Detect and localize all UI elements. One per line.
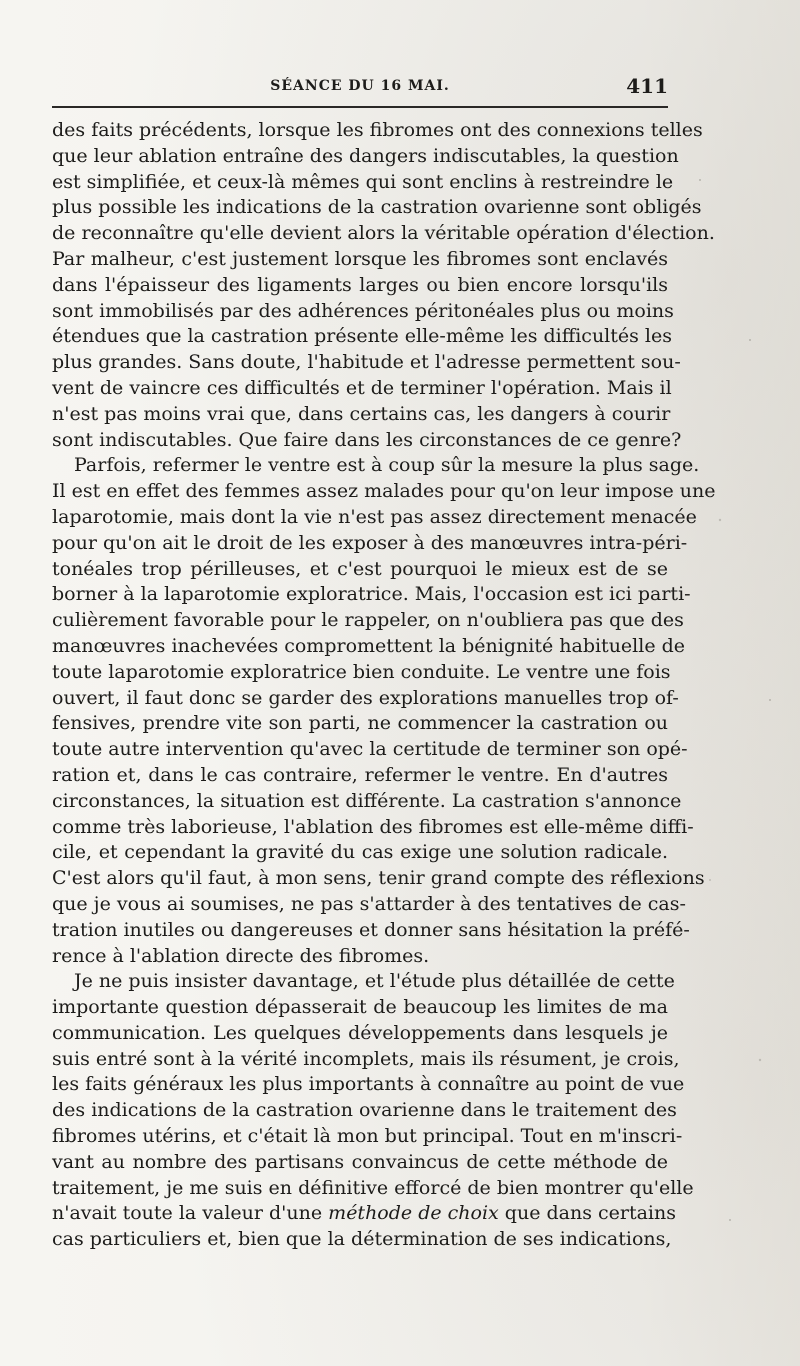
- body-text: [52, 118, 716, 1253]
- text-line: dans l'épaisseur des ligaments larges ou bien encore lorsqu'ils: [52, 273, 668, 296]
- text-line: ration et, dans le cas contraire, refermer le ventre. En d'autres: [52, 763, 668, 786]
- text-line: circonstances, la situation est différente. La castration s'annonce: [52, 789, 682, 812]
- text-line: Par malheur, c'est justement lorsque les fibromes sont enclavés: [52, 247, 668, 270]
- paper-speck: [759, 1059, 761, 1061]
- text-line: sont indiscutables. Que faire dans les circonstances de ce genre?: [52, 428, 682, 451]
- text-line: toute laparotomie exploratrice bien conduite. Le ventre une fois: [52, 660, 671, 683]
- text-line: communication. Les quelques développements dans lesquels je: [52, 1021, 668, 1044]
- text-line: ouvert, il faut donc se garder des explorations manuelles trop of-: [52, 686, 679, 709]
- text-line: laparotomie, mais dont la vie n'est pas assez directement menacée: [52, 505, 697, 528]
- text-line: traitement, je me suis en définitive efforcé de bien montrer qu'elle: [52, 1176, 694, 1199]
- text-line: borner à la laparotomie exploratrice. Mais, l'occasion est ici parti-: [52, 583, 691, 606]
- text-line: C'est alors qu'il faut, à mon sens, tenir grand compte des réflexions: [52, 867, 705, 890]
- text-line: fensives, prendre vite son parti, ne commencer la castration ou: [52, 712, 668, 735]
- text-line: de reconnaître qu'elle devient alors la véritable opération d'élection.: [52, 222, 715, 245]
- text-line: comme très laborieuse, l'ablation des fibromes est elle-même diffi-: [52, 815, 694, 838]
- italic-phrase: méthode de choix: [328, 1202, 499, 1225]
- text-line: des faits précédents, lorsque les fibromes ont des connexions telles: [52, 119, 703, 141]
- text-line: que je vous ai soumises, ne pas s'attarder à des tentatives de cas-: [52, 892, 686, 915]
- paper-speck: [729, 1219, 731, 1221]
- running-title: SÉANCE DU 16 MAI.: [270, 78, 450, 94]
- paper-speck: [719, 519, 721, 521]
- paragraph-start-line: Je ne puis insister davantage, et l'étude plus détaillée de cette: [74, 970, 675, 993]
- text-line: importante question dépasserait de beaucoup les limites de ma: [52, 996, 668, 1019]
- paper-speck: [709, 879, 711, 881]
- text-line: des indications de la castration ovarienne dans le traitement des: [52, 1099, 677, 1122]
- page-header: [52, 74, 668, 104]
- text-line: que leur ablation entraîne des dangers indiscutables, la question: [52, 144, 679, 167]
- text-line: vant au nombre des partisans convaincus de cette méthode de: [52, 1150, 668, 1173]
- text-line: cile, et cependant la gravité du cas exige une solution radicale.: [52, 841, 668, 864]
- line-43-end: que dans certains: [498, 1202, 676, 1225]
- line-43-start: n'avait toute la valeur d'une: [52, 1202, 329, 1225]
- text-line: plus possible les indications de la castration ovarienne sont obligés: [52, 196, 702, 219]
- text-line: est simplifiée, et ceux-là mêmes qui sont enclins à restreindre le: [52, 170, 674, 193]
- text-line-with-italic: [52, 1201, 676, 1227]
- text-line: plus grandes. Sans doute, l'habitude et l'adresse permettent sou-: [52, 351, 681, 374]
- page-number: 411: [626, 74, 668, 98]
- paper-speck: [769, 699, 771, 701]
- text-line: n'est pas moins vrai que, dans certains cas, les dangers à courir: [52, 402, 671, 425]
- paragraph-start-line: Parfois, refermer le ventre est à coup sûr la mesure la plus sage.: [74, 454, 700, 477]
- text-line: étendues que la castration présente elle-même les difficultés les: [52, 325, 672, 348]
- paper-speck: [749, 339, 751, 341]
- text-line: cas particuliers et, bien que la détermination de ses indications,: [52, 1228, 672, 1251]
- text-line: les faits généraux les plus importants à connaître au point de vue: [52, 1073, 685, 1096]
- paragraph-end-line: rence à l'ablation directe des fibromes.: [52, 944, 430, 967]
- text-line: sont immobilisés par des adhérences péritonéales plus ou moins: [52, 299, 674, 322]
- text-line: fibromes utérins, et c'était là mon but principal. Tout en m'inscri-: [52, 1125, 683, 1148]
- text-line: tration inutiles ou dangereuses et donner sans hésitation la préfé-: [52, 918, 690, 941]
- paper-speck: [699, 179, 701, 181]
- text-line: suis entré sont à la vérité incomplets, mais ils résument, je crois,: [52, 1047, 680, 1070]
- text-line: culièrement favorable pour le rappeler, on n'oubliera pas que des: [52, 609, 684, 632]
- text-line: manœuvres inachevées compromettent la bénignité habituelle de: [52, 634, 686, 657]
- text-line: toute autre intervention qu'avec la certitude de terminer son opé-: [52, 738, 688, 761]
- text-line: vent de vaincre ces difficultés et de terminer l'opération. Mais il: [52, 376, 672, 399]
- header-rule: [52, 106, 668, 108]
- text-line: pour qu'on ait le droit de les exposer à des manœuvres intra-péri-: [52, 531, 688, 554]
- text-line: tonéales trop périlleuses, et c'est pourquoi le mieux est de se: [52, 557, 668, 580]
- text-line: Il est en effet des femmes assez malades pour qu'on leur impose une: [52, 480, 716, 503]
